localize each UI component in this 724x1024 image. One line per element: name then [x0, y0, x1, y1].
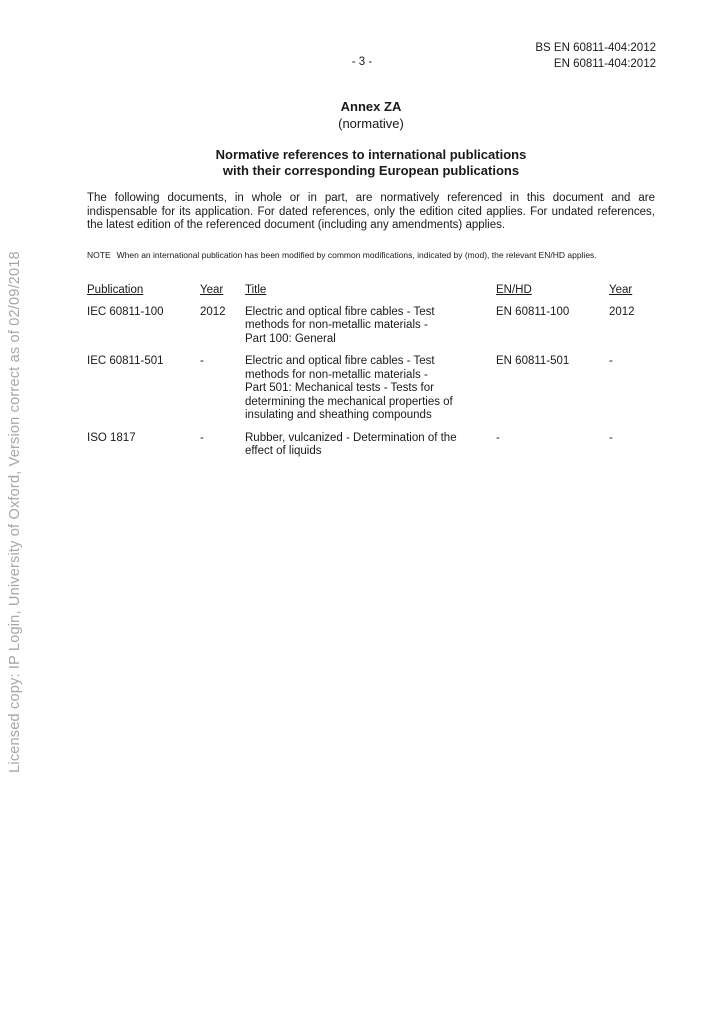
european-standard-number: EN 60811-404:2012 [553, 58, 656, 70]
note [87, 249, 655, 261]
note-label: NOTE [87, 250, 111, 260]
cell-year: 2012 [200, 305, 226, 318]
cell-publication: ISO 1817 [87, 431, 136, 444]
note-text: When an international publication has been modified by common modifications, indicated by (mod), the relevant EN/HD applies. [116, 250, 597, 260]
table-row [87, 306, 659, 356]
header-en-hd: EN/HD [496, 284, 532, 296]
cell-en-year: 2012 [609, 305, 635, 318]
cell-year: - [200, 355, 204, 367]
table-row [87, 432, 659, 468]
cell-publication: IEC 60811-501 [87, 355, 164, 367]
table-header-row [87, 284, 659, 306]
section-heading [0, 147, 724, 179]
cell-en-year: - [609, 431, 613, 444]
header-year: Year [200, 284, 224, 296]
page-number: - 3 - [351, 56, 373, 68]
standard-number: BS EN 60811-404:2012 [535, 42, 656, 54]
cell-en-year: - [609, 355, 613, 367]
cell-year: - [200, 431, 204, 444]
cell-publication: IEC 60811-100 [87, 305, 164, 318]
cell-title: Electric and optical fibre cables - Test methods for non-metallic materials - Part 501: Mechanical tests - Tests for determining the mechanical properties of insulating and sheathing compounds [245, 355, 453, 421]
cell-en-hd: - [496, 431, 500, 444]
cell-title: Electric and optical fibre cables - Test methods for non-metallic materials - Part 100: General [245, 305, 435, 345]
header-title: Title [245, 284, 267, 296]
section-heading-line-1: Normative references to international publications [215, 147, 527, 162]
references-table [87, 284, 659, 468]
annex-title: Annex ZA [340, 99, 402, 114]
annex-subtitle: (normative) [338, 116, 404, 131]
cell-en-hd: EN 60811-100 [496, 305, 570, 318]
header-en-year: Year [609, 284, 633, 296]
table-row [87, 355, 659, 432]
intro-paragraph: The following documents, in whole or in part, are normatively referenced in this document and are indispensable for its application. For dated references, only the edition cited applies. For undated references, the latest edition of the referenced document (including any amendments) applies. [87, 192, 655, 231]
cell-title: Rubber, vulcanized - Determination of the effect of liquids [245, 431, 457, 457]
section-heading-line-2: with their corresponding European publications [222, 163, 520, 178]
license-watermark: Licensed copy: IP Login, University of Oxford, Version correct as of 02/09/2018 [7, 251, 23, 773]
header-publication: Publication [87, 284, 144, 296]
cell-en-hd: EN 60811-501 [496, 355, 570, 367]
